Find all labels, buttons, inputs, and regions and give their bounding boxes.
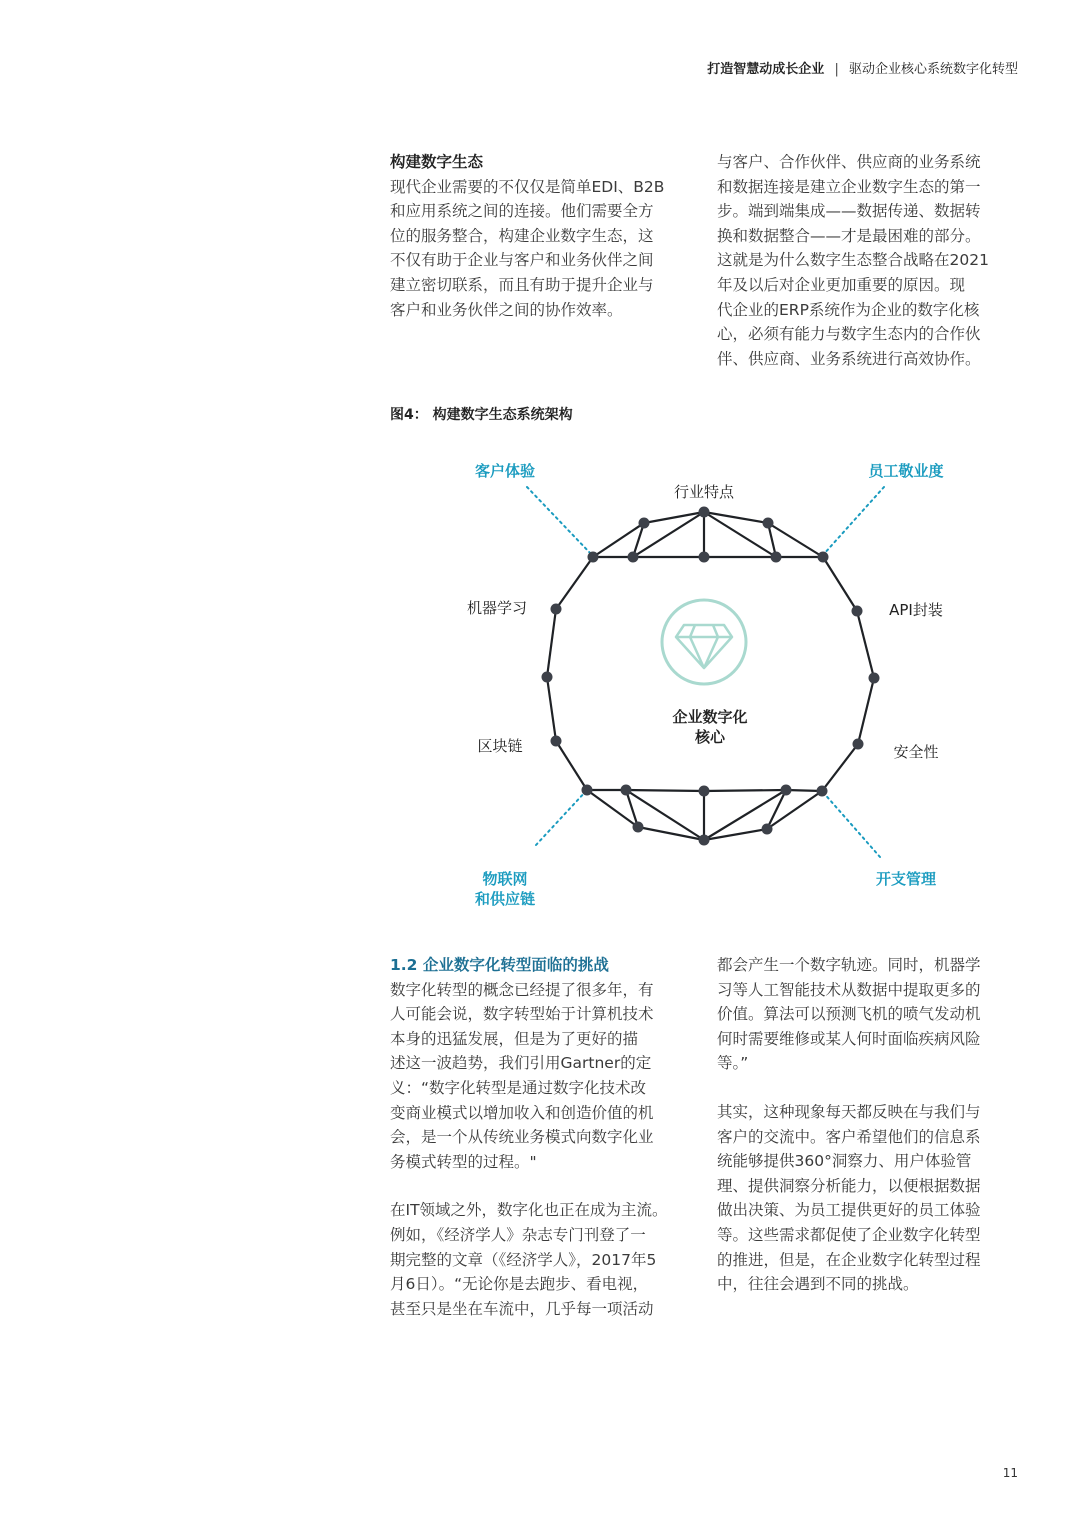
section2-left-column <box>390 953 700 1321</box>
network-node <box>699 786 710 797</box>
network-edge <box>626 790 704 791</box>
network-node <box>817 786 828 797</box>
section2-left-line: 本身的迅猛发展，但是为了更好的描 <box>390 1029 639 1048</box>
section1-right-line: 步。端到端集成——数据传递、数据转 <box>717 202 981 221</box>
header-subtitle: 驱动企业核心系统数字化转型 <box>848 62 1018 77</box>
dotted-connectors <box>527 487 884 857</box>
section2-left-line: 数字化转型的概念已经提了很多年，有 <box>390 980 654 999</box>
section2-left-line: 变商业模式以增加收入和创造价值的机 <box>390 1103 654 1122</box>
network-node <box>852 606 863 617</box>
section1-left-line: 不仅有助于企业与客户和业务伙伴之间 <box>390 251 654 270</box>
section2-left-line: 月6日）。“无论你是去跑步、看电视， <box>390 1275 649 1294</box>
label-employee-engagement: 员工敬业度 <box>868 462 944 480</box>
network-node <box>771 552 782 563</box>
section1-left-line: 位的服务整合，构建企业数字生态，这 <box>390 226 654 245</box>
section2-right-line: 客户的交流中。客户希望他们的信息系 <box>717 1127 981 1146</box>
network-node <box>621 785 632 796</box>
section2-right-line: 习等人工智能技术从数据中提取更多的 <box>717 980 981 999</box>
network-edge <box>593 523 644 557</box>
network-node <box>853 739 864 750</box>
section2-right-line: 中，往往会遇到不同的挑战。 <box>717 1275 919 1294</box>
section2-left-line: 例如，《经济学人》杂志专门刊登了一 <box>390 1225 646 1244</box>
network-edge <box>822 744 858 791</box>
dotted-connector <box>822 791 880 857</box>
label-api: API封装 <box>889 601 943 619</box>
network-node <box>699 552 710 563</box>
label-industry: 行业特点 <box>673 483 735 501</box>
section1-right-line: 和数据连接是建立企业数字生态的第一 <box>717 177 981 196</box>
network-edge <box>858 678 874 744</box>
label-machine-learning: 机器学习 <box>466 599 528 617</box>
label-expense-management: 开支管理 <box>875 870 937 888</box>
dotted-connector <box>823 487 884 555</box>
section2-right-line: 理、提供洞察分析能力，以便根据数据 <box>717 1176 981 1195</box>
network-edge <box>547 609 556 677</box>
section2-left-line: 会，是一个从传统业务模式向数字化业 <box>390 1128 654 1147</box>
section2-left-line: 期完整的文章（《经济学人》，2017年5 <box>390 1250 657 1269</box>
page-number: 11 <box>1002 1466 1018 1480</box>
section1-right-line: 这就是为什么数字生态整合战略在2021 <box>717 251 989 270</box>
diamond-icon <box>662 600 746 684</box>
section2-right-line: 做出决策、为员工提供更好的员工体验 <box>717 1201 981 1220</box>
section2-left-line: 在IT领域之外，数字化也正在成为主流。 <box>390 1201 668 1220</box>
label-security: 安全性 <box>893 743 939 761</box>
section2-heading: 1.2 企业数字化转型面临的挑战 <box>390 956 609 974</box>
section2-right-line: 其实，这种现象每天都反映在与我们与 <box>717 1102 981 1121</box>
section1-right-line: 伴、供应商、业务系统进行高效协作。 <box>717 349 981 368</box>
network-node <box>639 518 650 529</box>
section2-right-line: 都会产生一个数字轨迹。同时，机器学 <box>717 956 981 974</box>
center-label-line1: 企业数字化 <box>672 708 748 726</box>
section1-left-line: 客户和业务伙伴之间的协作效率。 <box>390 300 623 319</box>
network-node <box>763 518 774 529</box>
section1-left-line: 现代企业需要的不仅仅是简单EDI、B2B <box>390 177 665 196</box>
section1-right-line: 与客户、合作伙伴、供应商的业务系统 <box>717 153 981 171</box>
section2-right-line: 何时需要维修或某人何时面临疾病风险 <box>717 1029 981 1048</box>
section2-left-line: 甚至只是坐在车流中，几乎每一项活动 <box>390 1299 654 1318</box>
section1-left-line: 建立密切联系，而且有助于提升企业与 <box>390 275 654 294</box>
section1-right-line: 代企业的ERP系统作为企业的数字化核 <box>717 300 980 319</box>
network-node <box>781 785 792 796</box>
network-node <box>633 822 644 833</box>
dotted-connector <box>536 790 587 845</box>
network-edge <box>556 741 587 790</box>
label-blockchain: 区块链 <box>477 737 523 755</box>
network-node <box>582 785 593 796</box>
network-node <box>818 552 829 563</box>
network-edge <box>823 557 857 611</box>
center-label-line2: 核心 <box>694 728 726 746</box>
section1-left-line: 和应用系统之间的连接。他们需要全方 <box>390 202 654 221</box>
section2-right-line: 价值。算法可以预测飞机的喷气发动机 <box>717 1005 981 1024</box>
section2-right-line: 等。” <box>717 1054 749 1073</box>
label-customer-experience: 客户体验 <box>474 462 536 480</box>
section2-left-line: 务模式转型的过程。" <box>390 1152 537 1171</box>
section2-right-line: 的推进，但是，在企业数字化转型过程 <box>717 1250 981 1269</box>
network-node <box>869 673 880 684</box>
figure-caption: 图4： 构建数字生态系统架构 <box>390 407 573 423</box>
network-edge <box>547 677 556 741</box>
section2-left-line: 义：“数字化转型是通过数字化技术改 <box>390 1078 647 1097</box>
network-edge <box>556 557 593 609</box>
header-separator: | <box>834 62 839 77</box>
header-title: 打造智慧动成长企业 <box>707 62 825 77</box>
network-edge <box>587 790 638 827</box>
network-node <box>762 824 773 835</box>
section1-right-line: 心，必须有能力与数字生态内的合作伙 <box>717 325 981 344</box>
network-node <box>542 672 553 683</box>
network-node <box>551 736 562 747</box>
network-edge <box>704 790 786 791</box>
network-node <box>551 604 562 615</box>
network-node <box>588 552 599 563</box>
section1-heading: 构建数字生态 <box>390 153 484 171</box>
section1-right-line: 换和数据整合——才是最困难的部分。 <box>717 226 981 245</box>
network-node <box>628 552 639 563</box>
section2-right-column <box>717 953 1027 1297</box>
section2-left-line: 人可能会说，数字转型始于计算机技术 <box>390 1005 654 1024</box>
network-edge <box>857 611 874 678</box>
section2-right-line: 统能够提供360°洞察力、用户体验管 <box>717 1152 972 1171</box>
network-node <box>699 507 710 518</box>
label-iot: 物联网 <box>482 870 528 888</box>
label-supply-chain: 和供应链 <box>474 890 536 908</box>
section2-left-line: 述这一波趋势，我们引用Gartner的定 <box>390 1054 652 1073</box>
network-node <box>699 835 710 846</box>
section2-right-line: 等。这些需求都促使了企业数字化转型 <box>717 1225 981 1244</box>
section1-right-line: 年及以后对企业更加重要的原因。现 <box>717 275 966 294</box>
dotted-connector <box>527 487 591 554</box>
